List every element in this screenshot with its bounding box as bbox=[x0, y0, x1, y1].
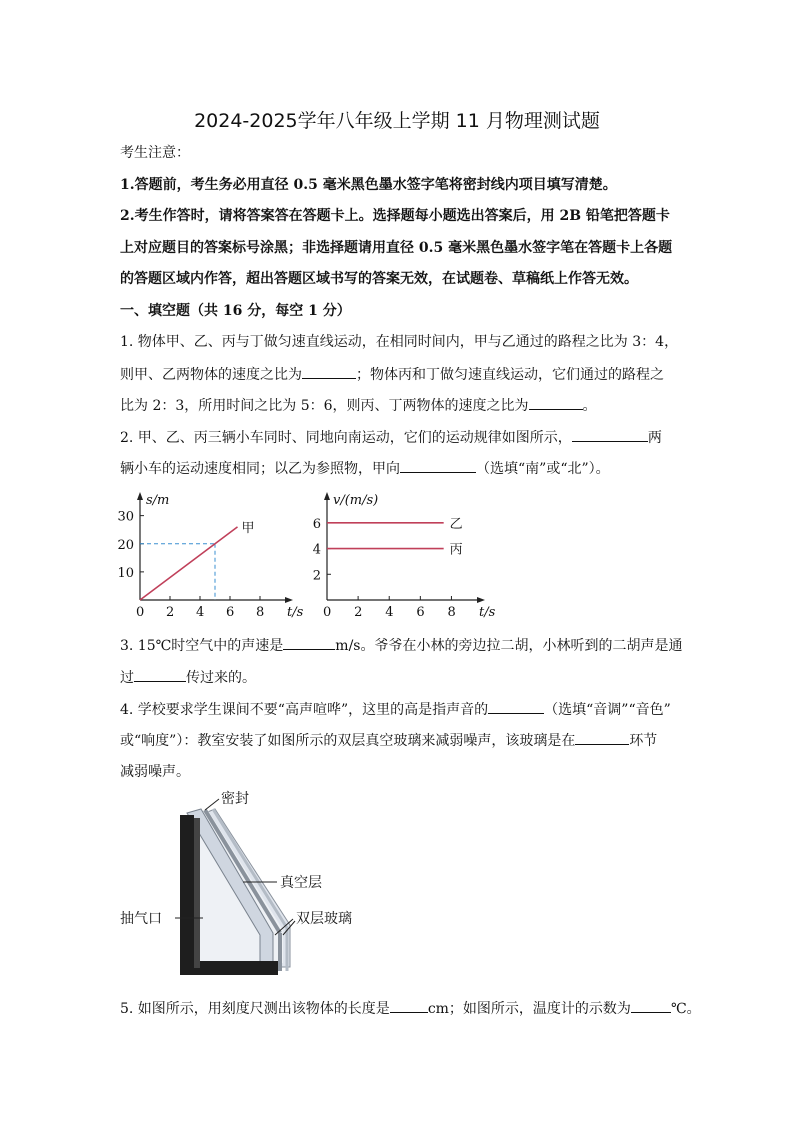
q3-blank-2[interactable] bbox=[134, 667, 186, 682]
question-1-line-2 bbox=[120, 364, 664, 385]
chart-st-y-tick-label: 20 bbox=[117, 537, 134, 553]
page-title: 2024-2025学年八年级上学期 11 月物理测试题 bbox=[194, 110, 600, 132]
chart-vt-y-label: v/(m/s) bbox=[333, 493, 379, 508]
chart-st-x-tick-label: 4 bbox=[196, 605, 205, 620]
q3-text-d: 传过来的。 bbox=[186, 670, 256, 686]
question-5-line-1 bbox=[120, 998, 701, 1019]
q2-blank-1[interactable] bbox=[572, 427, 648, 442]
chart-vt-x-tick-label: 4 bbox=[385, 605, 394, 620]
question-3-line-2 bbox=[120, 667, 256, 688]
q3-text-c: 过 bbox=[120, 670, 134, 686]
chart-st-x-tick-label: 8 bbox=[256, 605, 265, 620]
double-glass-figure bbox=[115, 785, 375, 980]
q4-text-d: 环节 bbox=[629, 733, 658, 749]
chart-st-series-label: 甲 bbox=[241, 520, 255, 536]
seal-strip bbox=[194, 818, 200, 968]
chart-st-y-tick-label: 10 bbox=[117, 565, 134, 581]
question-4-line-3: 减弱噪声。 bbox=[120, 764, 190, 780]
chart-st-x-tick-label: 0 bbox=[136, 605, 145, 620]
question-1-line-3 bbox=[120, 395, 597, 416]
q1-blank-1[interactable] bbox=[302, 364, 356, 379]
question-2-line-1 bbox=[120, 427, 662, 448]
chart-st-y-tick-label: 30 bbox=[117, 509, 134, 525]
chart-st-y-label: s/m bbox=[146, 493, 170, 508]
q1-text-a: 则甲、乙两物体的速度之比为 bbox=[120, 367, 302, 383]
chart-st-axes bbox=[117, 492, 303, 620]
label-vacuum: 真空层 bbox=[280, 875, 322, 891]
question-1-line-1: 1. 物体甲、乙、丙与丁做匀速直线运动，在相同时间内，甲与乙通过的路程之比为 3：4， bbox=[120, 334, 679, 350]
label-double: 双层玻璃 bbox=[296, 911, 352, 927]
q1-blank-2[interactable] bbox=[529, 395, 583, 410]
q4-blank-2[interactable] bbox=[575, 730, 629, 745]
question-4-line-2 bbox=[120, 730, 657, 751]
question-3-line-1 bbox=[120, 635, 682, 656]
chart-st-marks bbox=[140, 521, 255, 600]
q5-text-b: cm；如图所示，温度计的示数为 bbox=[427, 1001, 631, 1017]
chart-st-x-tick-label: 2 bbox=[166, 605, 175, 620]
q4-blank-1[interactable] bbox=[488, 699, 544, 714]
chart-vt-y-tick-label: 4 bbox=[312, 542, 321, 558]
q3-text-b: m/s。爷爷在小林的旁边拉二胡，小林听到的二胡声是通 bbox=[335, 638, 683, 654]
chart-vt-series-label: 丙 bbox=[449, 542, 463, 558]
q2-text-d: （选填“南”或“北”）。 bbox=[476, 461, 610, 477]
chart-st bbox=[110, 485, 304, 623]
section-1-heading: 一、填空题（共 16 分，每空 1 分） bbox=[120, 303, 351, 319]
q4-text-a: 4. 学校要求学生课间不要“高声喧哗”，这里的高是指声音的 bbox=[120, 702, 489, 718]
q5-blank-1[interactable] bbox=[390, 998, 428, 1013]
chart-st-x-arrow bbox=[285, 597, 293, 603]
q4-text-b: （选填“音调”“音色” bbox=[544, 702, 671, 718]
notice-item-2-line-1: 2.考生作答时，请将答案答在答题卡上。选择题每小题选出答案后，用 2B 铅笔把答题卡 bbox=[120, 208, 670, 224]
q3-text-a: 3. 15℃时空气中的声速是 bbox=[120, 638, 284, 654]
chart-vt-x-tick-label: 8 bbox=[447, 605, 456, 620]
q3-blank-1[interactable] bbox=[283, 635, 335, 650]
chart-vt-x-tick-label: 0 bbox=[323, 605, 332, 620]
chart-vt-x-tick-label: 2 bbox=[354, 605, 363, 620]
q2-text-b: 两 bbox=[647, 430, 662, 446]
q2-text-a: 2. 甲、乙、丙三辆小车同时、同地向南运动，它们的运动规律如图所示， bbox=[120, 430, 572, 446]
chart-vt-x-arrow bbox=[477, 597, 485, 603]
chart-vt-y-tick-label: 6 bbox=[312, 516, 321, 532]
q1-text-c: 比为 2：3，所用时间之比为 5：6，则丙、丁两物体的速度之比为 bbox=[120, 398, 529, 414]
chart-st-x-tick-label: 6 bbox=[226, 605, 235, 620]
q2-text-c: 辆小车的运动速度相同；以乙为参照物，甲向 bbox=[120, 461, 400, 477]
question-4-line-1 bbox=[120, 699, 671, 720]
chart-st-y-arrow bbox=[137, 492, 143, 500]
chart-vt-x-tick-label: 6 bbox=[416, 605, 425, 620]
q5-blank-2[interactable] bbox=[631, 998, 671, 1013]
chart-st-x-label: t/s bbox=[287, 605, 304, 620]
frame-left bbox=[180, 815, 194, 975]
pointer-seal bbox=[205, 799, 219, 810]
chart-vt-y-tick-label: 2 bbox=[312, 568, 321, 584]
q5-text-a: 5. 如图所示，用刻度尺测出该物体的长度是 bbox=[120, 1001, 390, 1017]
notice-item-1: 1.答题前，考生务必用直径 0.5 毫米黑色墨水签字笔将密封线内项目填写清楚。 bbox=[120, 177, 617, 193]
q2-blank-2[interactable] bbox=[400, 458, 476, 473]
notice-item-2-line-2: 上对应题目的答案标号涂黑；非选择题请用直径 0.5 毫米黑色墨水签字笔在答题卡上各题 bbox=[120, 240, 673, 256]
chart-vt-series-label: 乙 bbox=[449, 516, 463, 532]
q1-text-d: 。 bbox=[582, 398, 597, 414]
question-2-line-2 bbox=[120, 458, 610, 479]
chart-vt-y-arrow bbox=[324, 492, 330, 500]
notice-heading: 考生注意： bbox=[120, 145, 190, 161]
q5-text-c: ℃。 bbox=[670, 1001, 701, 1017]
chart-vt-x-label: t/s bbox=[479, 605, 496, 620]
chart-st-series-line bbox=[140, 527, 238, 600]
q4-text-c: 或“响度”）：教室安装了如图所示的双层真空玻璃来减弱噪声，该玻璃是在 bbox=[120, 733, 576, 749]
label-outlet: 抽气口 bbox=[120, 911, 162, 927]
chart-vt-axes bbox=[313, 492, 496, 620]
notice-item-2-line-3: 的答题区域内作答，超出答题区域书写的答案无效，在试题卷、草稿纸上作答无效。 bbox=[120, 271, 638, 287]
label-seal: 密封 bbox=[221, 791, 249, 807]
chart-vt bbox=[300, 485, 500, 623]
q1-text-b: ；物体丙和丁做匀速直线运动，它们通过的路程之 bbox=[356, 367, 664, 383]
chart-vt-marks bbox=[327, 517, 463, 558]
